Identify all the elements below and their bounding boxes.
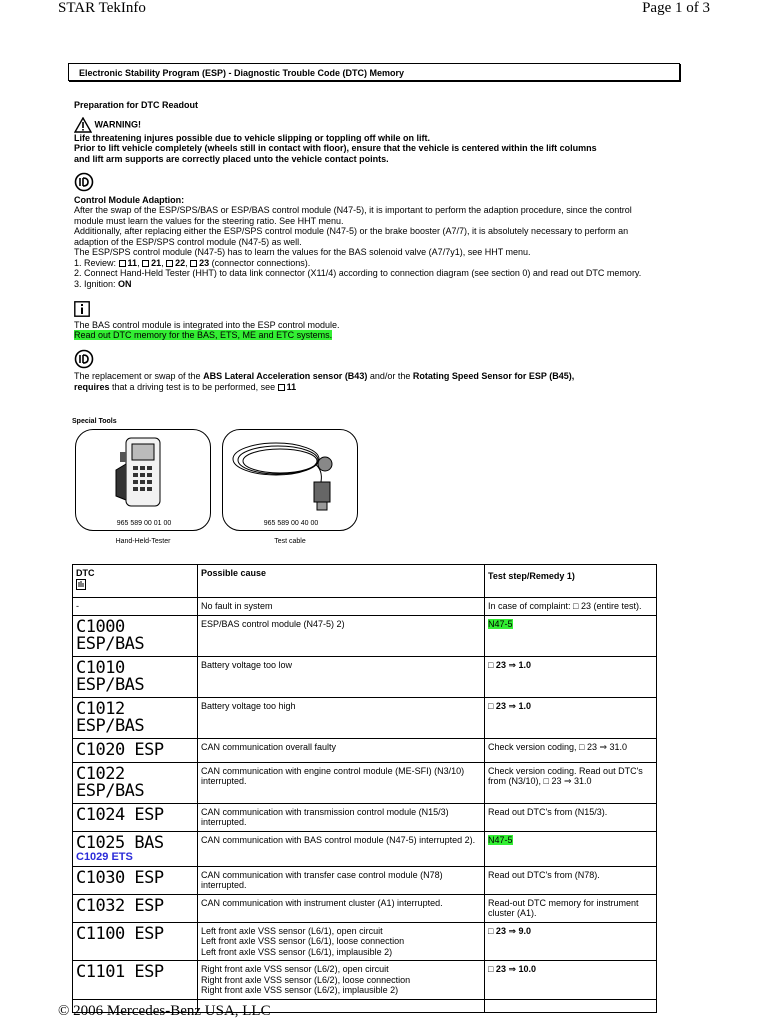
cause-cell: CAN communication with instrument cluster (A1) interrupted. <box>198 894 485 922</box>
preparation-section <box>74 100 654 392</box>
adaption-heading: Control Module Adaption: <box>74 194 185 205</box>
footer-copyright: © 2006 Mercedes-Benz USA, LLC <box>58 1003 271 1019</box>
cause-cell: Battery voltage too high <box>198 697 485 738</box>
cause-cell: Battery voltage too low <box>198 656 485 697</box>
table-row <box>73 656 657 697</box>
warning-line-1: Life threatening injures possible due to vehicle slipping or toppling off while on lift. <box>74 132 431 143</box>
dtc-cell <box>73 961 198 1000</box>
table-row <box>73 738 657 762</box>
remedy-cell[interactable]: □ 23 ⇒ 10.0 <box>485 961 657 1000</box>
ref-box-icon <box>278 384 285 391</box>
tool-1-number: 965 589 00 01 00 <box>116 520 172 527</box>
remedy-link[interactable]: N47-5 <box>488 618 513 629</box>
note-post: that a driving test is to be performed, see <box>112 381 276 392</box>
remedy-cell[interactable]: Read out DTC's from (N15/3). <box>485 803 657 831</box>
table-row <box>73 762 657 803</box>
header-possible-cause: Possible cause <box>198 565 485 598</box>
step1-suffix: (connector connections). <box>211 257 311 268</box>
table-row <box>73 831 657 866</box>
tool-hand-held-tester <box>75 429 211 531</box>
tool-1-name: Hand-Held-Tester <box>115 538 171 545</box>
dtc-code: C1024 ESP <box>76 804 164 825</box>
dtc-cell <box>73 894 198 922</box>
dtc-cell <box>73 656 198 697</box>
cause-cell: CAN communication with engine control module (ME-SFI) (N3/10) interrupted. <box>198 762 485 803</box>
dtc-code: C1022 ESP/BAS <box>76 763 145 801</box>
dtc-code: C1032 ESP <box>76 895 164 916</box>
step1-ref-4[interactable]: 23 <box>199 257 210 268</box>
cause-cell: No fault in system <box>198 598 485 616</box>
note-icon-2 <box>74 349 94 369</box>
note-icon <box>74 172 94 192</box>
table-header-row <box>73 565 657 598</box>
ref-box-icon <box>190 260 197 267</box>
dtc-cell <box>73 762 198 803</box>
dtc-cell <box>73 615 198 656</box>
step3-value: ON <box>118 278 132 289</box>
table-row <box>73 866 657 894</box>
table-row <box>73 894 657 922</box>
cause-cell: CAN communication with transmission control module (N15/3) interrupted. <box>198 803 485 831</box>
header-test-step: Test step/Remedy 1) <box>485 565 657 598</box>
adaption-step-2: 2. Connect Hand-Held Tester (HHT) to data link connector (X11/4) according to connection diagram (see section 0) and read out DTC memory. <box>74 268 642 278</box>
cause-cell: Left front axle VSS sensor (L6/1), open circuit Left front axle VSS sensor (L6/1), loose connection Left front axle VSS sensor (L6/1), implausible 2) <box>198 922 485 961</box>
dtc-code: C1100 ESP <box>76 923 164 944</box>
note-pre: The replacement or swap of the <box>74 371 201 381</box>
table-row <box>73 961 657 1000</box>
table-row <box>73 598 657 616</box>
dtc-cell <box>73 922 198 961</box>
dtc-cell <box>73 803 198 831</box>
step1-ref-1[interactable]: 11 <box>127 257 138 268</box>
info-line-1: The BAS control module is integrated into the ESP control module. <box>74 319 340 330</box>
header-dtc-label: DTC <box>76 568 95 578</box>
cause-cell: ESP/BAS control module (N47-5) 2) <box>198 615 485 656</box>
step1-ref-2[interactable]: 21 <box>151 257 162 268</box>
dtc-cell <box>73 697 198 738</box>
dtc-code-secondary: C1029 ETS <box>76 850 133 863</box>
driving-test-note <box>74 371 654 392</box>
info-line-2-highlighted: Read out DTC memory for the BAS, ETS, ME and ETC systems. <box>74 330 333 340</box>
remedy-cell[interactable] <box>485 831 657 866</box>
adaption-p1: After the swap of the ESP/SPS/BAS or ESP/BAS control module (N47-5), it is important to perform the adaption procedure, since the control module must learn the values for the steering ratio. See HHT menu. <box>74 205 632 226</box>
note-bold-1: ABS Lateral Acceleration sensor (B43) <box>203 371 368 381</box>
remedy-link[interactable]: N47-5 <box>488 834 513 845</box>
dtc-cell <box>73 738 198 762</box>
header-page-number: Page 1 of 3 <box>642 0 710 16</box>
remedy-cell[interactable]: Check version coding. Read out DTC's from (N3/10), □ 23 ⇒ 31.0 <box>485 762 657 803</box>
note-mid: and/or the <box>369 371 411 381</box>
dtc-table <box>72 564 657 1013</box>
dtc-cell: - <box>73 598 198 616</box>
prep-title: Preparation for DTC Readout <box>74 100 199 110</box>
info-icon <box>74 301 90 317</box>
note-ref[interactable]: 11 <box>286 381 297 392</box>
cause-cell: CAN communication with BAS control module (N47-5) interrupted 2). <box>198 831 485 866</box>
hand-held-tester-illustration <box>76 434 210 514</box>
dtc-code: C1000 ESP/BAS <box>76 616 145 654</box>
test-cable-illustration <box>223 434 357 514</box>
table-row <box>73 697 657 738</box>
step3-prefix: 3. Ignition: <box>74 278 116 289</box>
table-row <box>73 615 657 656</box>
cause-cell: CAN communication overall faulty <box>198 738 485 762</box>
warning-block <box>74 117 654 165</box>
hand-icon <box>76 579 86 590</box>
cause-cell: Right front axle VSS sensor (L6/2), open circuit Right front axle VSS sensor (L6/2), loose connection Right front axle VSS sensor (L6/2), implausible 2) <box>198 961 485 1000</box>
tool-2-number: 965 589 00 40 00 <box>263 520 319 527</box>
remedy-cell[interactable] <box>485 615 657 656</box>
ref-box-icon <box>119 260 126 267</box>
special-tools-label: Special Tools <box>72 418 117 425</box>
dtc-code: C1101 ESP <box>76 962 164 982</box>
remedy-cell[interactable]: □ 23 ⇒ 9.0 <box>485 922 657 961</box>
table-row <box>73 803 657 831</box>
tool-test-cable <box>222 429 358 531</box>
remedy-cell[interactable]: In case of complaint: □ 23 (entire test). <box>485 598 657 616</box>
adaption-p3: The ESP/SPS control module (N47-5) has to learn the values for the BAS solenoid valve (A7/7y1), see HHT menu. <box>74 247 531 257</box>
adaption-p2: Additionally, after replacing either the ESP/SPS control module (N47-5) or the brake booster (A7/7), it is absolutely necessary to perform an adaption of the ESP/SPS control module (N47-5) as well. <box>74 226 629 247</box>
remedy-cell[interactable]: □ 23 ⇒ 1.0 <box>485 656 657 697</box>
remedy-cell[interactable]: Read out DTC's from (N78). <box>485 866 657 894</box>
ref-box-icon <box>166 260 173 267</box>
dtc-code: C1012 ESP/BAS <box>76 698 145 736</box>
header-dtc <box>73 565 198 598</box>
step1-prefix: 1. Review: <box>74 257 117 268</box>
cause-cell: CAN communication with transfer case control module (N78) interrupted. <box>198 866 485 894</box>
note-bold-2: Rotating Speed Sensor for ESP (B45), <box>412 371 575 381</box>
adaption-step-3 <box>74 279 654 290</box>
header-app-title: STAR TekInfo <box>58 0 146 16</box>
document-title: Electronic Stability Program (ESP) - Diagnostic Trouble Code (DTC) Memory <box>68 63 680 81</box>
remedy-cell[interactable]: Check version coding, □ 23 ⇒ 31.0 <box>485 738 657 762</box>
tool-2-name: Test cable <box>274 538 306 545</box>
note-bold-3: requires <box>74 381 110 392</box>
dtc-code: C1020 ESP <box>76 739 164 760</box>
empty-cell <box>485 999 657 1012</box>
remedy-cell[interactable]: □ 23 ⇒ 1.0 <box>485 697 657 738</box>
ref-box-icon <box>142 260 149 267</box>
dtc-code: C1025 BAS <box>76 832 164 853</box>
warning-line-2: Prior to lift vehicle completely (wheels still in contact with floor), ensure that the vehicle is centered within the lift columns <box>74 143 597 153</box>
dtc-code: C1030 ESP <box>76 867 164 888</box>
table-row <box>73 922 657 961</box>
dtc-cell <box>73 831 198 866</box>
adaption-step-1: 1. Review: 11, 21, 22, 23 (connector connections). <box>74 257 311 268</box>
dtc-code: C1010 ESP/BAS <box>76 657 145 695</box>
warning-line-3: and lift arm supports are correctly placed unto the vehicle contact points. <box>74 153 389 164</box>
warning-label: WARNING! <box>94 118 142 129</box>
dtc-cell <box>73 866 198 894</box>
step1-ref-3[interactable]: 22 <box>175 257 186 268</box>
warning-icon <box>74 117 92 133</box>
remedy-cell[interactable]: Read-out DTC memory for instrument cluster (A1). <box>485 894 657 922</box>
